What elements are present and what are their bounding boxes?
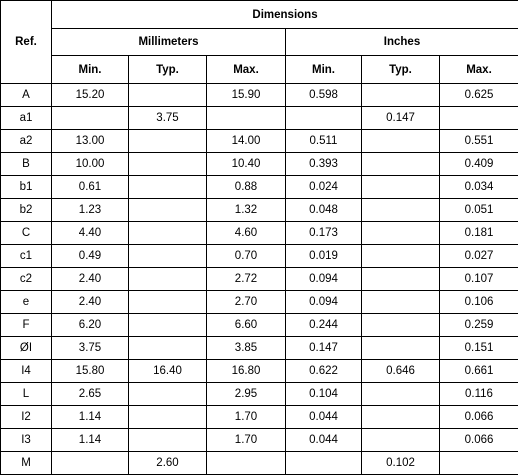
ref-header: Ref.	[1, 1, 52, 84]
table-row	[1, 176, 518, 199]
cell-mm-min: 10.00	[52, 153, 129, 176]
cell-in-typ	[362, 429, 440, 452]
cell-in-typ	[362, 268, 440, 291]
cell-in-max: 0.034	[440, 176, 518, 199]
table-row	[1, 222, 518, 245]
cell-mm-typ	[129, 383, 207, 406]
cell-in-typ: 0.102	[362, 452, 440, 475]
cell-mm-typ	[129, 291, 207, 314]
cell-mm-min: 0.49	[52, 245, 129, 268]
table-row	[1, 429, 518, 452]
cell-in-min: 0.393	[286, 153, 362, 176]
cell-ref: I2	[1, 406, 52, 429]
cell-in-max: 0.625	[440, 84, 518, 107]
cell-in-typ	[362, 130, 440, 153]
cell-in-min: 0.147	[286, 337, 362, 360]
cell-mm-max: 2.95	[207, 383, 286, 406]
table-row	[1, 268, 518, 291]
cell-in-max: 0.181	[440, 222, 518, 245]
cell-mm-min: 2.40	[52, 268, 129, 291]
cell-mm-max	[207, 107, 286, 130]
cell-ref: I4	[1, 360, 52, 383]
table-row	[1, 84, 518, 107]
cell-in-min: 0.044	[286, 429, 362, 452]
cell-mm-max: 2.70	[207, 291, 286, 314]
cell-mm-typ	[129, 406, 207, 429]
cell-in-max	[440, 107, 518, 130]
cell-ref: L	[1, 383, 52, 406]
cell-ref: ØI	[1, 337, 52, 360]
cell-mm-min	[52, 107, 129, 130]
cell-in-max: 0.066	[440, 429, 518, 452]
cell-mm-typ	[129, 429, 207, 452]
cell-mm-min: 4.40	[52, 222, 129, 245]
cell-in-max	[440, 452, 518, 475]
cell-mm-min: 13.00	[52, 130, 129, 153]
cell-in-max: 0.259	[440, 314, 518, 337]
cell-mm-max: 4.60	[207, 222, 286, 245]
header-row-units	[1, 29, 518, 56]
cell-ref: a1	[1, 107, 52, 130]
cell-mm-min: 3.75	[52, 337, 129, 360]
cell-ref: b2	[1, 199, 52, 222]
cell-in-typ	[362, 153, 440, 176]
cell-mm-typ	[129, 222, 207, 245]
cell-ref: c2	[1, 268, 52, 291]
dimensions-header: Dimensions	[52, 1, 518, 29]
in-typ-header: Typ.	[362, 56, 440, 84]
cell-ref: c1	[1, 245, 52, 268]
cell-in-max: 0.051	[440, 199, 518, 222]
cell-ref: b1	[1, 176, 52, 199]
cell-in-typ	[362, 245, 440, 268]
cell-in-min: 0.511	[286, 130, 362, 153]
cell-mm-typ	[129, 245, 207, 268]
cell-in-typ: 0.147	[362, 107, 440, 130]
table-row	[1, 406, 518, 429]
cell-mm-min: 1.23	[52, 199, 129, 222]
cell-ref: C	[1, 222, 52, 245]
mm-min-header: Min.	[52, 56, 129, 84]
cell-in-typ	[362, 406, 440, 429]
header-row-minmax	[1, 56, 518, 84]
cell-mm-min: 1.14	[52, 406, 129, 429]
table-row	[1, 452, 518, 475]
cell-mm-min: 15.20	[52, 84, 129, 107]
cell-ref: e	[1, 291, 52, 314]
cell-in-max: 0.106	[440, 291, 518, 314]
table-row	[1, 337, 518, 360]
cell-mm-min: 2.40	[52, 291, 129, 314]
cell-mm-max: 3.85	[207, 337, 286, 360]
cell-ref: I3	[1, 429, 52, 452]
cell-in-max: 0.027	[440, 245, 518, 268]
cell-mm-max: 1.70	[207, 406, 286, 429]
cell-mm-min: 0.61	[52, 176, 129, 199]
cell-ref: A	[1, 84, 52, 107]
table-row	[1, 130, 518, 153]
cell-in-max: 0.066	[440, 406, 518, 429]
cell-in-min: 0.094	[286, 268, 362, 291]
cell-in-min: 0.598	[286, 84, 362, 107]
cell-in-min: 0.244	[286, 314, 362, 337]
table-row	[1, 153, 518, 176]
cell-ref: B	[1, 153, 52, 176]
cell-mm-typ: 3.75	[129, 107, 207, 130]
cell-in-min	[286, 107, 362, 130]
cell-mm-min: 15.80	[52, 360, 129, 383]
cell-mm-typ	[129, 268, 207, 291]
cell-in-min: 0.622	[286, 360, 362, 383]
cell-in-max: 0.661	[440, 360, 518, 383]
cell-in-typ	[362, 291, 440, 314]
cell-mm-min: 6.20	[52, 314, 129, 337]
cell-mm-max	[207, 452, 286, 475]
cell-in-max: 0.151	[440, 337, 518, 360]
cell-in-min: 0.019	[286, 245, 362, 268]
cell-mm-max: 15.90	[207, 84, 286, 107]
cell-mm-typ	[129, 337, 207, 360]
mm-max-header: Max.	[207, 56, 286, 84]
cell-in-min: 0.104	[286, 383, 362, 406]
cell-mm-typ: 2.60	[129, 452, 207, 475]
cell-mm-typ	[129, 199, 207, 222]
table-row	[1, 199, 518, 222]
cell-in-min: 0.044	[286, 406, 362, 429]
cell-ref: F	[1, 314, 52, 337]
cell-mm-typ: 16.40	[129, 360, 207, 383]
cell-mm-typ	[129, 176, 207, 199]
cell-mm-typ	[129, 84, 207, 107]
cell-in-typ	[362, 199, 440, 222]
mm-typ-header: Typ.	[129, 56, 207, 84]
table-row	[1, 383, 518, 406]
cell-in-typ	[362, 314, 440, 337]
cell-in-max: 0.409	[440, 153, 518, 176]
table-row	[1, 291, 518, 314]
cell-mm-max: 10.40	[207, 153, 286, 176]
cell-in-min: 0.094	[286, 291, 362, 314]
cell-mm-min	[52, 452, 129, 475]
cell-mm-typ	[129, 153, 207, 176]
cell-mm-max: 2.72	[207, 268, 286, 291]
table-row	[1, 245, 518, 268]
cell-mm-max: 0.88	[207, 176, 286, 199]
cell-in-typ	[362, 337, 440, 360]
cell-mm-max: 14.00	[207, 130, 286, 153]
in-min-header: Min.	[286, 56, 362, 84]
cell-mm-typ	[129, 130, 207, 153]
cell-ref: a2	[1, 130, 52, 153]
cell-mm-max: 1.70	[207, 429, 286, 452]
cell-in-max: 0.107	[440, 268, 518, 291]
cell-ref: M	[1, 452, 52, 475]
cell-in-min: 0.048	[286, 199, 362, 222]
header-row-dimensions	[1, 1, 518, 29]
cell-in-typ: 0.646	[362, 360, 440, 383]
cell-in-typ	[362, 383, 440, 406]
cell-mm-min: 1.14	[52, 429, 129, 452]
inches-header: Inches	[286, 29, 518, 56]
cell-in-min	[286, 452, 362, 475]
cell-mm-min: 2.65	[52, 383, 129, 406]
cell-mm-max: 6.60	[207, 314, 286, 337]
cell-mm-max: 16.80	[207, 360, 286, 383]
cell-mm-typ	[129, 314, 207, 337]
table-body	[1, 84, 518, 475]
cell-mm-max: 1.32	[207, 199, 286, 222]
table-row	[1, 107, 518, 130]
cell-in-min: 0.024	[286, 176, 362, 199]
cell-in-typ	[362, 84, 440, 107]
cell-in-max: 0.551	[440, 130, 518, 153]
in-max-header: Max.	[440, 56, 518, 84]
millimeters-header: Millimeters	[52, 29, 286, 56]
table-row	[1, 360, 518, 383]
cell-in-typ	[362, 176, 440, 199]
cell-in-min: 0.173	[286, 222, 362, 245]
cell-mm-max: 0.70	[207, 245, 286, 268]
table-row	[1, 314, 518, 337]
cell-in-max: 0.116	[440, 383, 518, 406]
cell-in-typ	[362, 222, 440, 245]
